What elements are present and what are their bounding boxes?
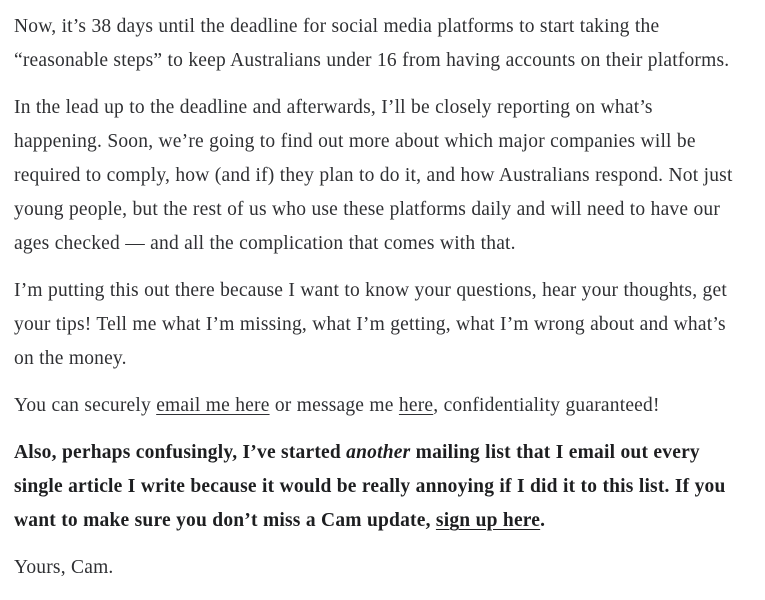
- contact-text-after: , confidentiality guaranteed!: [433, 395, 660, 416]
- mailing-list-text-middle: mailing list that I email out every single article I write because it would be really annoying if I did it to this list. If you want to make sure you don’t miss a Cam update,: [14, 442, 726, 531]
- sign-up-here-link[interactable]: sign up here: [435, 510, 541, 531]
- mailing-list-text-before: Also, perhaps confusingly, I’ve started: [14, 442, 347, 463]
- emphasis-another: another: [346, 442, 411, 463]
- paragraph-reporting-plan: In the lead up to the deadline and afterwards, I’ll be closely reporting on what’s happening. Soon, we’re going to find out more about which major companies will be required to comply, how (and if) they plan to do it, and how Australians respond. Not just young people, but the rest of us who use these platforms daily and will need to have our ages checked — and all the complication that comes with that.: [14, 97, 733, 254]
- paragraph-contact-links: [14, 389, 737, 423]
- contact-text-before: You can securely: [14, 395, 157, 416]
- paragraph-deadline-countdown: Now, it’s 38 days until the deadline for social media platforms to start taking the “reasonable steps” to keep Australians under 16 from having accounts on their platforms.: [14, 16, 730, 71]
- message-me-here-link[interactable]: here: [398, 395, 434, 416]
- paragraph-mailing-list-notice: [14, 436, 737, 538]
- contact-text-between: or message me: [269, 395, 399, 416]
- email-me-here-link[interactable]: email me here: [156, 395, 270, 416]
- mailing-list-text-after: .: [540, 510, 546, 531]
- paragraph-call-for-input: I’m putting this out there because I want to know your questions, hear your thoughts, get your tips! Tell me what I’m missing, what I’m getting, what I’m wrong about and what’s on the money.: [14, 280, 727, 369]
- paragraph-signoff: Yours, Cam.: [14, 557, 114, 578]
